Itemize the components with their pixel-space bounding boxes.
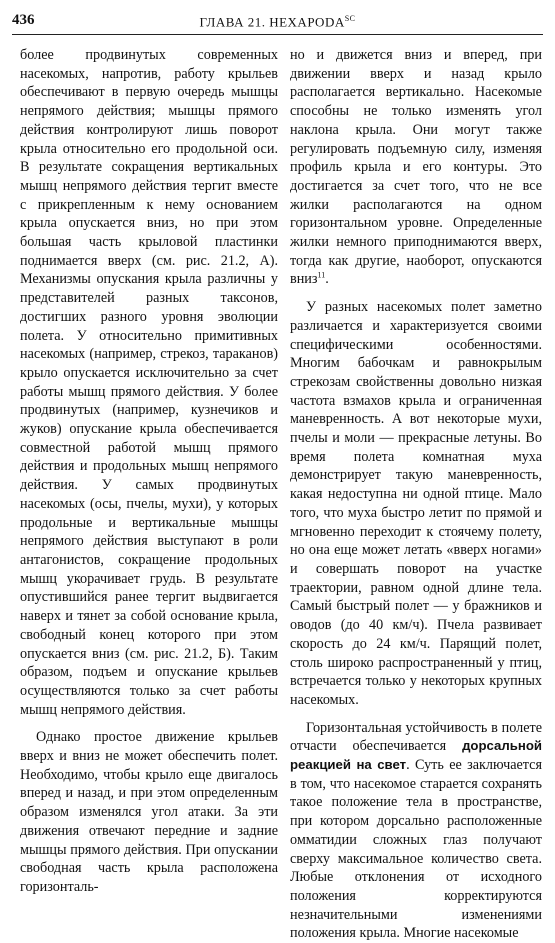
running-title <box>12 14 543 30</box>
paragraph-right-3 <box>290 719 542 943</box>
highlighted-term: дорсальной реакцией на свет <box>290 738 542 773</box>
paragraph-right-1 <box>290 46 542 289</box>
page-number: 436 <box>12 12 35 28</box>
paragraph-right-2: У разных насекомых полет заметно различается и характеризуется своими специфическими особенностями. Многим бабочкам и равнокрылым стрекозам свойственны довольно низкая частота взмахов крыла и ограниченная маневренность. А вот некоторые мухи, пчелы и моли — прекрасные летуны. Во время полета комнатная муха демонстрирует такую маневренность, какая недоступна ни одной птице. Мало того, что муха быстро летит по прямой и мгновенно переходит к стоячему полету, но она еще может летать «вверх ногами» и совершать поворот на участке траектории, равном одной длине тела. Самый быстрый полет — у бражников и оводов (до 40 км/ч). Пчела развивает скорость до 24 км/ч. Парящий полет, столь широко распространенный у птиц, встречается только у некоторых крупных насекомых. <box>290 299 542 708</box>
paragraph-right-3-start: Горизонтальная устойчивость в полете отчасти обеспечивается <box>290 719 542 755</box>
right-column <box>290 46 542 942</box>
chapter-title: ГЛАВА 21. HEXAPODA <box>199 14 345 30</box>
footnote-marker: 11 <box>317 270 326 280</box>
page-header <box>12 8 543 35</box>
chapter-title-suffix: SC <box>344 14 356 23</box>
paragraph-left-1: более продвинутых современных насекомых, напротив, работу крыльев обеспечивают в первую очередь мышцы непрямого действия; мышцы прямого действия контролируют лишь поворот крыла относительно его продольной оси. В результате сокращения вертикальных мышц непрямого действия тергит вместе с прикрепленным к нему основанием крыла опускается вниз, но при этом большая часть крыловой пластинки поднимается вверх (см. рис. 21.2, А). Механизмы опускания крыла различны у представителей разных таксонов, достигших разного уровня эволюции полета. У относительно примитивных насекомых (например, стрекоз, тараканов) крыло опускается исключительно за счет работы мышц прямого действия. У более продвинутых (например, кузнечиков и жуков) опускание крыла обеспечивается совместной работой мышц прямого действия и продольных мышц непрямого действия. У самых продвинутых насекомых (осы, пчелы, мухи), у которых продольные и вертикальные мышцы непрямого действия выступают в роли антагонистов, сокращение продольных мышц укорачивает грудь. В результате опустившийся ранее тергит выдвигается наверх и тянет за собой основание крыла, свободный конец которого при этом опускается вниз (см. рис. 21.2, Б). Таким образом, подъем и опускание крыльев осуществляются только за счет работы мышц непрямого действия. <box>20 47 278 718</box>
paragraph-right-3-rest: . Суть ее заключается в том, что насекомое старается сохранять такое положение тела в пространстве, при котором дорсально расположенные омматидии сложных глаз получают сверху максимальное количество света. Любые отклонения от исходного положения корректируются незначительными изменениями положения крыла. Многие насекомые <box>290 757 542 942</box>
paragraph-right-1-text: но и движется вниз и вперед, при движении вверх и назад крыло располагается вертикально. Насекомые способны не только изменять угол наклона крыла. Они могут также регулировать подъемную силу, изменяя профиль крыла и его контуры. Это достигается за счет того, что не все жилки располагаются на одном горизонтальном уровне. Определенные жилки немного приподнимаются вверх, тогда как другие, наоборот, опускаются вниз <box>290 47 542 288</box>
paragraph-left-2: Однако простое движение крыльев вверх и вниз не может обеспечить полет. Необходимо, чтобы крыло еще двигалось вперед и назад, и при этом определенным образом изменялся угол атаки. За эти движения отвечают передние и задние мышцы прямого действия. При опускании свободная часть крыла расположена горизонталь- <box>20 729 278 895</box>
paragraph-right-1-end: . <box>325 271 329 288</box>
left-column <box>20 46 278 895</box>
